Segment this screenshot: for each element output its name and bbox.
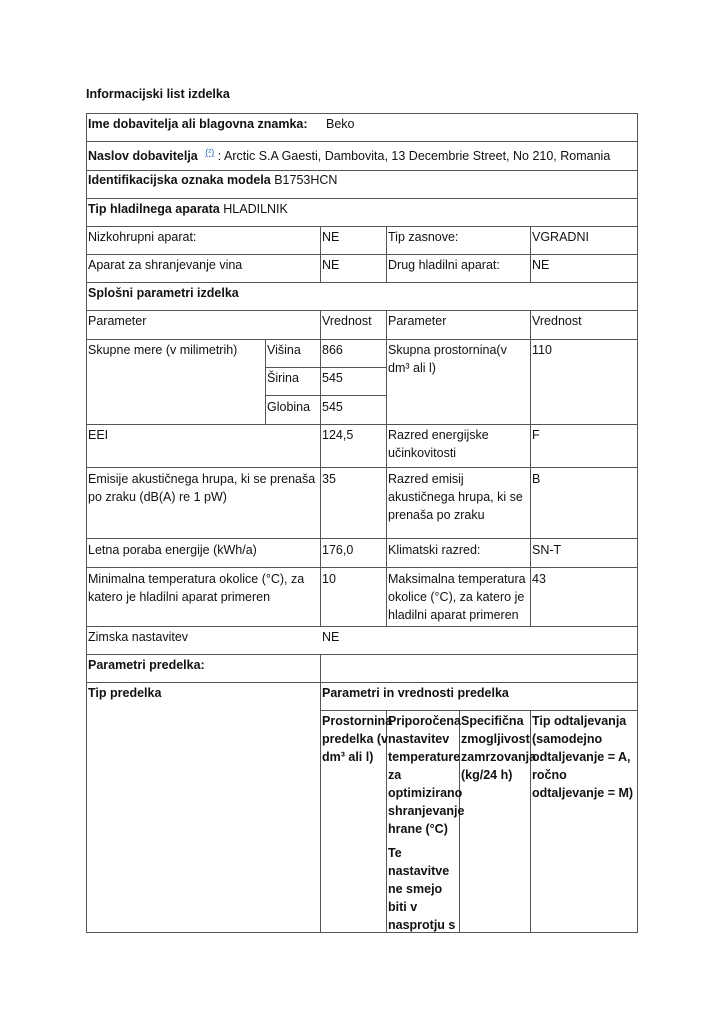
table-border	[86, 113, 638, 114]
appliance-type-row	[88, 200, 288, 218]
cell-value: NE	[322, 258, 340, 272]
cell-value: VGRADNI	[532, 230, 589, 244]
cell-value: 176,0	[322, 543, 354, 557]
header-parameter: Parameter	[88, 314, 147, 328]
row-divider	[86, 467, 638, 468]
compartment-section-heading: Parametri predelka:	[88, 658, 205, 672]
cell-param: Razred emisij akustičnega hrupa, ki se prenaša po zraku	[388, 472, 523, 522]
row-divider	[86, 626, 638, 627]
cell-param: Razred energijske učinkovitosti	[388, 428, 489, 460]
compartment-params-label: Parametri in vrednosti predelka	[322, 686, 509, 700]
dimension-value: 545	[322, 371, 343, 385]
col-divider	[530, 310, 531, 626]
row-divider	[265, 395, 386, 396]
table-border	[637, 113, 638, 933]
cell-value: 10	[322, 572, 336, 586]
address-label: Naslov dobavitelja	[88, 149, 198, 164]
cell-param: Minimalna temperatura okolice (°C), za katero je hladilni aparat primeren	[88, 572, 305, 604]
dimension-value: 866	[322, 343, 343, 357]
row-divider	[265, 367, 386, 368]
cell-param: Tip zasnove:	[388, 230, 459, 244]
row-divider	[320, 710, 638, 711]
footnote-link[interactable]: (²)	[205, 147, 215, 157]
cell-value: SN-T	[532, 543, 562, 557]
page-title: Informacijski list izdelka	[86, 87, 230, 101]
address-row	[88, 143, 610, 165]
col-divider	[320, 310, 321, 626]
cell-value: NE	[322, 230, 340, 244]
supplier-value: Beko	[326, 117, 355, 131]
volume-label: Skupna prostornina(v dm³ ali l)	[388, 343, 507, 375]
appliance-type-value: HLADILNIK	[223, 202, 288, 216]
cell-param: Letna poraba energije (kWh/a)	[88, 543, 257, 557]
cell-value: 43	[532, 572, 546, 586]
col-divider	[320, 654, 321, 932]
general-section-heading: Splošni parametri izdelka	[88, 286, 239, 300]
row-divider	[86, 198, 638, 199]
dimensions-label: Skupne mere (v milimetrih)	[88, 343, 238, 357]
cell-param: Klimatski razred:	[388, 543, 481, 557]
row-divider	[86, 141, 638, 142]
col-divider	[265, 339, 266, 424]
row-divider	[86, 538, 638, 539]
dimension-name: Globina	[267, 400, 311, 414]
compartment-col-defrost: Tip odtaljevanja (samodejno odtaljevanje = A, ročno odtaljevanje = M)	[532, 714, 634, 800]
compartment-col-volume: Prostornina predelka (v dm³ ali l)	[322, 714, 393, 764]
dimension-value: 545	[322, 400, 343, 414]
cell-value: B	[532, 472, 541, 486]
compartment-type-label: Tip predelka	[88, 686, 162, 700]
cell-param: EEI	[88, 428, 109, 442]
address-value: : Arctic S.A Gaesti, Dambovita, 13 Decembrie Street, No 210, Romania	[217, 149, 611, 164]
dimension-name: Višina	[267, 343, 301, 357]
compartment-col-temperature: Priporočena nastavitev temperature za optimizirano shranjevanje hrane (°C)	[388, 714, 465, 836]
dimension-name: Širina	[267, 371, 299, 385]
row-divider	[86, 654, 638, 655]
table-border	[86, 113, 87, 933]
col-divider	[320, 226, 321, 282]
model-label: Identifikacijska oznaka modela	[88, 173, 271, 187]
row-divider	[86, 682, 638, 683]
winter-value: NE	[322, 630, 340, 644]
row-divider	[86, 226, 638, 227]
cell-value: 35	[322, 472, 336, 486]
col-divider	[386, 310, 387, 626]
model-row	[88, 171, 337, 189]
cell-param: Nizkohrupni aparat:	[88, 230, 197, 244]
row-divider	[86, 424, 638, 425]
cell-param: Maksimalna temperatura okolice (°C), za katero je hladilni aparat primeren	[388, 572, 526, 622]
row-divider	[86, 254, 638, 255]
cell-param: Drug hladilni aparat:	[388, 258, 500, 272]
cell-value: NE	[532, 258, 550, 272]
col-divider	[530, 226, 531, 282]
header-value: Vrednost	[532, 314, 582, 328]
cell-param: Emisije akustičnega hrupa, ki se prenaša po zraku (dB(A) re 1 pW)	[88, 472, 316, 504]
col-divider	[386, 226, 387, 282]
header-value: Vrednost	[322, 314, 372, 328]
volume-value: 110	[532, 343, 552, 357]
row-divider	[86, 339, 638, 340]
winter-label: Zimska nastavitev	[88, 630, 189, 644]
appliance-type-label: Tip hladilnega aparata	[88, 202, 220, 216]
model-value: B1753HCN	[274, 173, 338, 187]
table-border	[86, 932, 638, 933]
cell-value: 124,5	[322, 428, 354, 442]
cell-param: Aparat za shranjevanje vina	[88, 258, 243, 272]
compartment-note: Te nastavitve ne smejo biti v nasprotju s	[388, 846, 456, 932]
row-divider	[86, 282, 638, 283]
row-divider	[86, 310, 638, 311]
row-divider	[86, 567, 638, 568]
header-parameter: Parameter	[388, 314, 447, 328]
compartment-col-freezing: Specifična zmogljivost zamrzovanja (kg/24 h)	[461, 714, 537, 782]
cell-value: F	[532, 428, 540, 442]
supplier-label: Ime dobavitelja ali blagovna znamka:	[88, 117, 308, 131]
